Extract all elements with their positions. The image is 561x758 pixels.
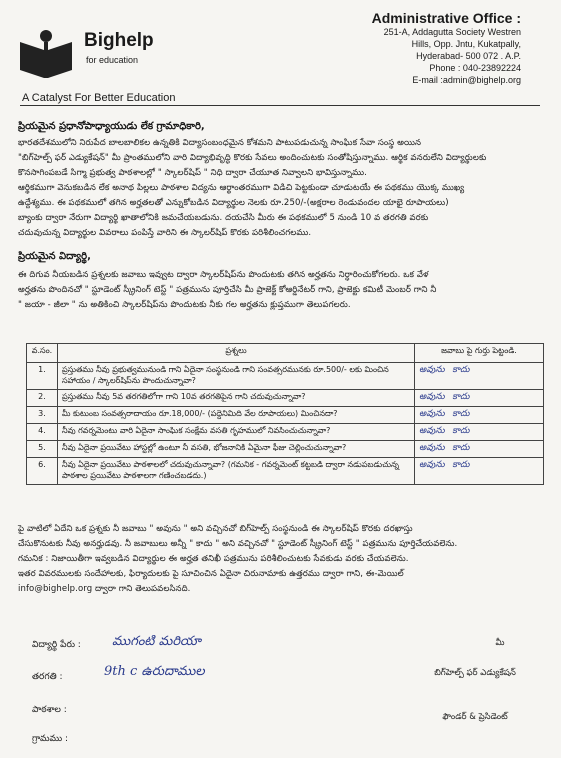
answer-yes: అవును <box>419 392 445 402</box>
footer-line: ఇతర వివరములకు సందేహాలకు, ఫిర్యాదులకు పై సూచించిన ఏదైనా చిరునామాకు ఉత్తరము ద్వారా గాని, ఈ-మెయిల్ <box>18 569 404 579</box>
row-number: 2. <box>27 390 58 407</box>
answer-cell[interactable] <box>415 390 544 407</box>
footer-line: చేసుకొనుటకు నీవు అనర్హుడవు. నీ జవాబులు అన్నీ " కాదు " అని వచ్చినచో " స్టూడెంట్ స్క్రీనింగ్ టెస్ట్ " పత్రమును పూర్తిచేయవలెను. <box>18 539 458 549</box>
answer-cell[interactable] <box>415 441 544 458</box>
student-line: ఈ దిగువ నీయబడిన ప్రశ్నలకు జవాబు ఇవ్వుట ద్వారా స్కాలర్‌షిప్‌ను పొందుటకు తగిన అర్హతను నిర్ధారించుకోగలరు. ఒక వేళ <box>18 270 429 280</box>
answer-yes: అవును <box>419 409 445 419</box>
table-row <box>27 363 544 390</box>
table-row <box>27 441 544 458</box>
answer-yes: అవును <box>419 426 445 436</box>
footer-line: పై వాటిలో ఏదేని ఒక ప్రశ్నకు నీ జవాబు " అవును " అని వచ్చినచో బిగ్‌హెల్ప్ సంస్థనుండి ఈ స్కాలర్‌షిప్ కొరకు దరఖాస్తు <box>18 524 413 534</box>
answer-yes: అవును <box>419 443 445 453</box>
intro-line: చదువుచున్న విద్యార్థుల వివరాలు పంపిస్తే వారిని ఈ స్కాలర్‌షిప్ కొరకు పరిశీలించగలము. <box>18 228 312 238</box>
row-number: 4. <box>27 424 58 441</box>
signature-org: బిగ్‌హెల్ప్ ఫర్ ఎడ్యుకేషన్ <box>434 668 516 678</box>
answer-no: కాదు <box>452 426 470 436</box>
answer-cell[interactable] <box>415 407 544 424</box>
address-line: Hyderabad- 500 072 . A.P. <box>416 51 521 61</box>
intro-line: భారతదేశములోని నిరుపేద బాలబాలికల ఉన్నతికి విద్యాసంబంధమైన కోశమని పాటుపడుచున్న సాంఘిక సేవా సంస్థ అయిన <box>18 138 422 148</box>
intro-line: "బిగ్‌హెల్ప్ ఫర్ ఎడ్యుకేషన్" మీ ప్రాంతములోని వారి విద్యాభివృద్ధి కొరకు సేవలు అందించుటకు సంతోషిస్తున్నాము. ఆర్థిక వనరులేని విద్యార్థులకు <box>18 153 487 163</box>
answer-cell[interactable] <box>415 458 544 485</box>
student-greeting: ప్రియమైన విద్యార్థి, <box>18 251 91 262</box>
signature-title: ఫౌండర్ & ప్రెసిడెంట్ <box>442 712 508 722</box>
signature-salutation: మీ <box>495 638 505 648</box>
question-text: నీవు ఏదైనా ప్రయివేటు పాఠశాలలో చదువుచున్నావా? (గమనిక - గవర్నమెంట్ కట్టబడి ద్వారా నడుపబడుచున్న పాఠశాల ప్రయివేటు పాఠశాలగా గణించబడదు.) <box>58 458 415 485</box>
row-number: 1. <box>27 363 58 390</box>
office-address <box>301 10 521 86</box>
table-row <box>27 458 544 485</box>
address-line: 251-A, Addagutta Society Westren <box>383 27 521 37</box>
intro-paragraph <box>18 136 548 241</box>
col-header-question: ప్రశ్నలు <box>58 344 415 363</box>
address-line: Hills, Opp. Jntu, Kukatpally, <box>411 39 521 49</box>
answer-no: కాదు <box>452 392 470 402</box>
col-header-number: వ.సం. <box>27 344 58 363</box>
question-text: ప్రస్తుతము నీవు ప్రభుత్వమునుండి గాని ఏదైనా సంస్థనుండి గాని సంవత్సరమునకు రూ.500/- లకు మించిన సహాయం / స్కాలర్‌షిప్‌ను పొందుచున్నావా? <box>58 363 415 390</box>
row-number: 5. <box>27 441 58 458</box>
col-header-answer: జవాబు పై గుర్తు పెట్టండి. <box>415 344 544 363</box>
question-text: నీవు గవర్నమెంటు వారి ఏదైనా సాంఘిక సంక్షేమ వసతి గృహములో నివసించుచున్నావా? <box>58 424 415 441</box>
answer-yes: అవును <box>419 365 445 375</box>
student-line: అర్హతను పొందినచో " స్టూడెంట్ స్క్రీనింగ్ టెస్ట్ " పత్రమును పూర్తిచేసి మీ ప్రాజెక్ట్ కోఆర్డినేటర్ గాని, ప్రాజెక్టు కమిటీ మెంబర్ గాని నీ <box>18 285 437 295</box>
student-line: " జయా - జీలా " ను అతికించి స్కాలర్‌షిప్‌ను పొందుటకు నీకు గల అర్హతను క్లుప్తముగా తెలుపగలరు. <box>18 300 351 310</box>
question-text: నీవు ఏదైనా ప్రయివేటు హాస్టల్లో ఉంటూ నీ వసతి, భోజనానికి ఏమైనా ఫీజు చెల్లించుచున్నావా? <box>58 441 415 458</box>
answer-no: కాదు <box>452 460 470 470</box>
answer-yes: అవును <box>419 460 445 470</box>
answer-no: కాదు <box>452 409 470 419</box>
intro-line: బ్యాంకు ద్వారా నేరుగా విద్యార్థి ఖాతాలోనికి జమచేయబడును. దయచేసి మీరు ఈ పథకములో 5 నుండి 10 వ తరగతి వరకు <box>18 213 429 223</box>
table-row <box>27 407 544 424</box>
question-text: మీ కుటుంబ సంవత్సరాదాయం రూ.18,000/- (పద్దెనిమిది వేల రూపాయలు) మించినదా? <box>58 407 415 424</box>
office-title: Administrative Office : <box>371 10 521 26</box>
school-label: పాఠశాల : <box>32 705 67 715</box>
footer-paragraph <box>18 522 548 597</box>
brand-subtitle: for education <box>86 55 139 65</box>
answer-no: కాదు <box>452 365 470 375</box>
student-paragraph <box>18 268 548 313</box>
row-number: 6. <box>27 458 58 485</box>
footer-note: గమనిక : నిజాయితీగా ఇవ్వబడిన విద్యార్థుల ఈ అర్హత తనిఖీ పత్రమును పరిశీలించుటకు సేవకుడు వరకు చేయవలెను. <box>18 554 409 564</box>
email-line: E-mail :admin@bighelp.org <box>412 75 521 85</box>
footer-email-line: info@bighelp.org ద్వారా గాని తెలుపవలసినది. <box>18 584 191 594</box>
class-field[interactable]: 9th c ఉరుదాముల <box>104 664 205 679</box>
brand-name: Bighelp <box>84 30 154 51</box>
student-name-field[interactable]: ముగంటి మరియా <box>112 634 201 649</box>
eligibility-table <box>26 343 544 485</box>
answer-no: కాదు <box>452 443 470 453</box>
intro-line: ఉద్దేశ్యము. ఈ పథకములో తగిన అర్హతలతో ఎన్నుకోబడిన విద్యార్థుల నెలకు రూ.250/-(అక్షరాల రెండువందల యాభై రూపాయలు) <box>18 198 449 208</box>
table-header-row <box>27 344 544 363</box>
village-label: గ్రామము : <box>32 734 69 744</box>
intro-line: ఆర్థికముగా వెనుకబడిన లేక అనాథ పిల్లలు పాఠశాల విద్యను ఆర్థాంతరముగా విడిచి పెట్టకుండా చూడుటయే ఈ పథకము యొక్క ముఖ్య <box>18 183 465 193</box>
table-row <box>27 390 544 407</box>
answer-cell[interactable] <box>415 363 544 390</box>
tagline: A Catalyst For Better Education <box>22 92 176 104</box>
class-label: తరగతి : <box>32 672 63 682</box>
header-divider <box>20 105 540 106</box>
question-text: ప్రస్తుతము నీవు 5వ తరగతిలోగా గాని 10వ తరగతిపైన గాని చదువుచున్నావా? <box>58 390 415 407</box>
bighelp-logo <box>14 22 78 86</box>
answer-cell[interactable] <box>415 424 544 441</box>
phone-line: Phone : 040-23892224 <box>429 63 521 73</box>
student-name-label: విద్యార్థి పేరు : <box>32 640 81 650</box>
intro-line: కొనసాగింపబడే సిగ్మా ప్రభుత్వ పాఠశాలల్లో " స్కాలర్‌షిప్ " నిధి ద్వారా చేయూత నివ్వాలని భావిస్తున్నాము. <box>18 168 367 178</box>
row-number: 3. <box>27 407 58 424</box>
table-row <box>27 424 544 441</box>
greeting: ప్రియమైన ప్రధానోపాధ్యాయుడు లేక గ్రామాధికారి, <box>18 121 205 132</box>
